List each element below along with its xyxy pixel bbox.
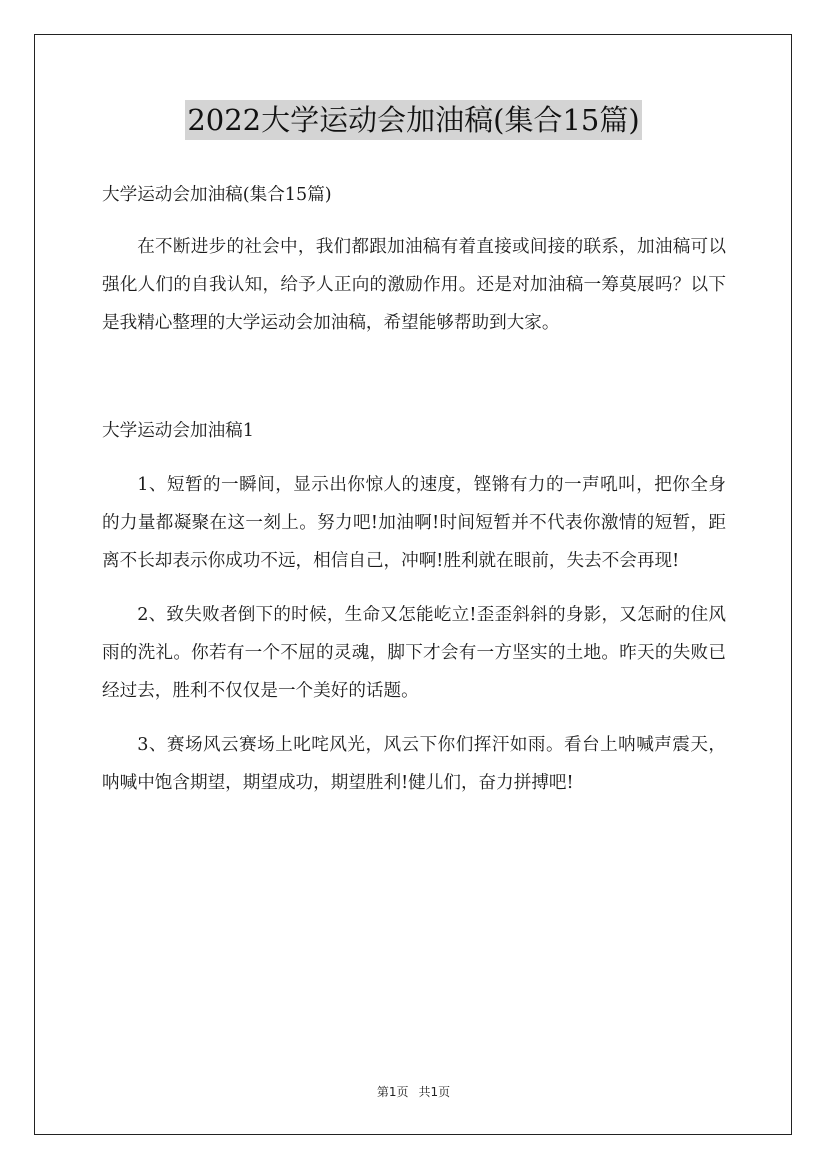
paragraph-3: 3、赛场风云赛场上叱咤风光，风云下你们挥汗如雨。看台上呐喊声震天，呐喊中饱含期望，期望成功，期望胜利!健儿们，奋力拼搏吧! bbox=[102, 735, 726, 793]
title-container bbox=[0, 100, 827, 140]
document-subtitle: 大学运动会加油稿(集合15篇) bbox=[102, 185, 332, 205]
document-body bbox=[102, 176, 726, 818]
document-title: 2022大学运动会加油稿(集合15篇) bbox=[185, 100, 641, 140]
paragraph-1: 1、短暂的一瞬间，显示出你惊人的速度，铿锵有力的一声吼叫，把你全身的力量都凝聚在这一刻上。努力吧!加油啊!时间短暂并不代表你激情的短暂，距离不长却表示你成功不远，相信自己，冲啊!胜利就在眼前，失去不会再现! bbox=[102, 475, 726, 571]
page-number: 第1页 bbox=[376, 1085, 409, 1099]
page-total: 共1页 bbox=[418, 1085, 451, 1099]
intro-paragraph: 在不断进步的社会中，我们都跟加油稿有着直接或间接的联系，加油稿可以强化人们的自我认知，给予人正向的激励作用。还是对加油稿一筹莫展吗？以下是我精心整理的大学运动会加油稿，希望能够帮助到大家。 bbox=[102, 237, 726, 333]
page-footer bbox=[0, 1083, 827, 1101]
section-heading: 大学运动会加油稿1 bbox=[102, 421, 254, 441]
paragraph-2: 2、致失败者倒下的时候，生命又怎能屹立!歪歪斜斜的身影，又怎耐的住风雨的洗礼。你若有一个不屈的灵魂，脚下才会有一方坚实的土地。昨天的失败已经过去，胜利不仅仅是一个美好的话题。 bbox=[102, 605, 726, 701]
